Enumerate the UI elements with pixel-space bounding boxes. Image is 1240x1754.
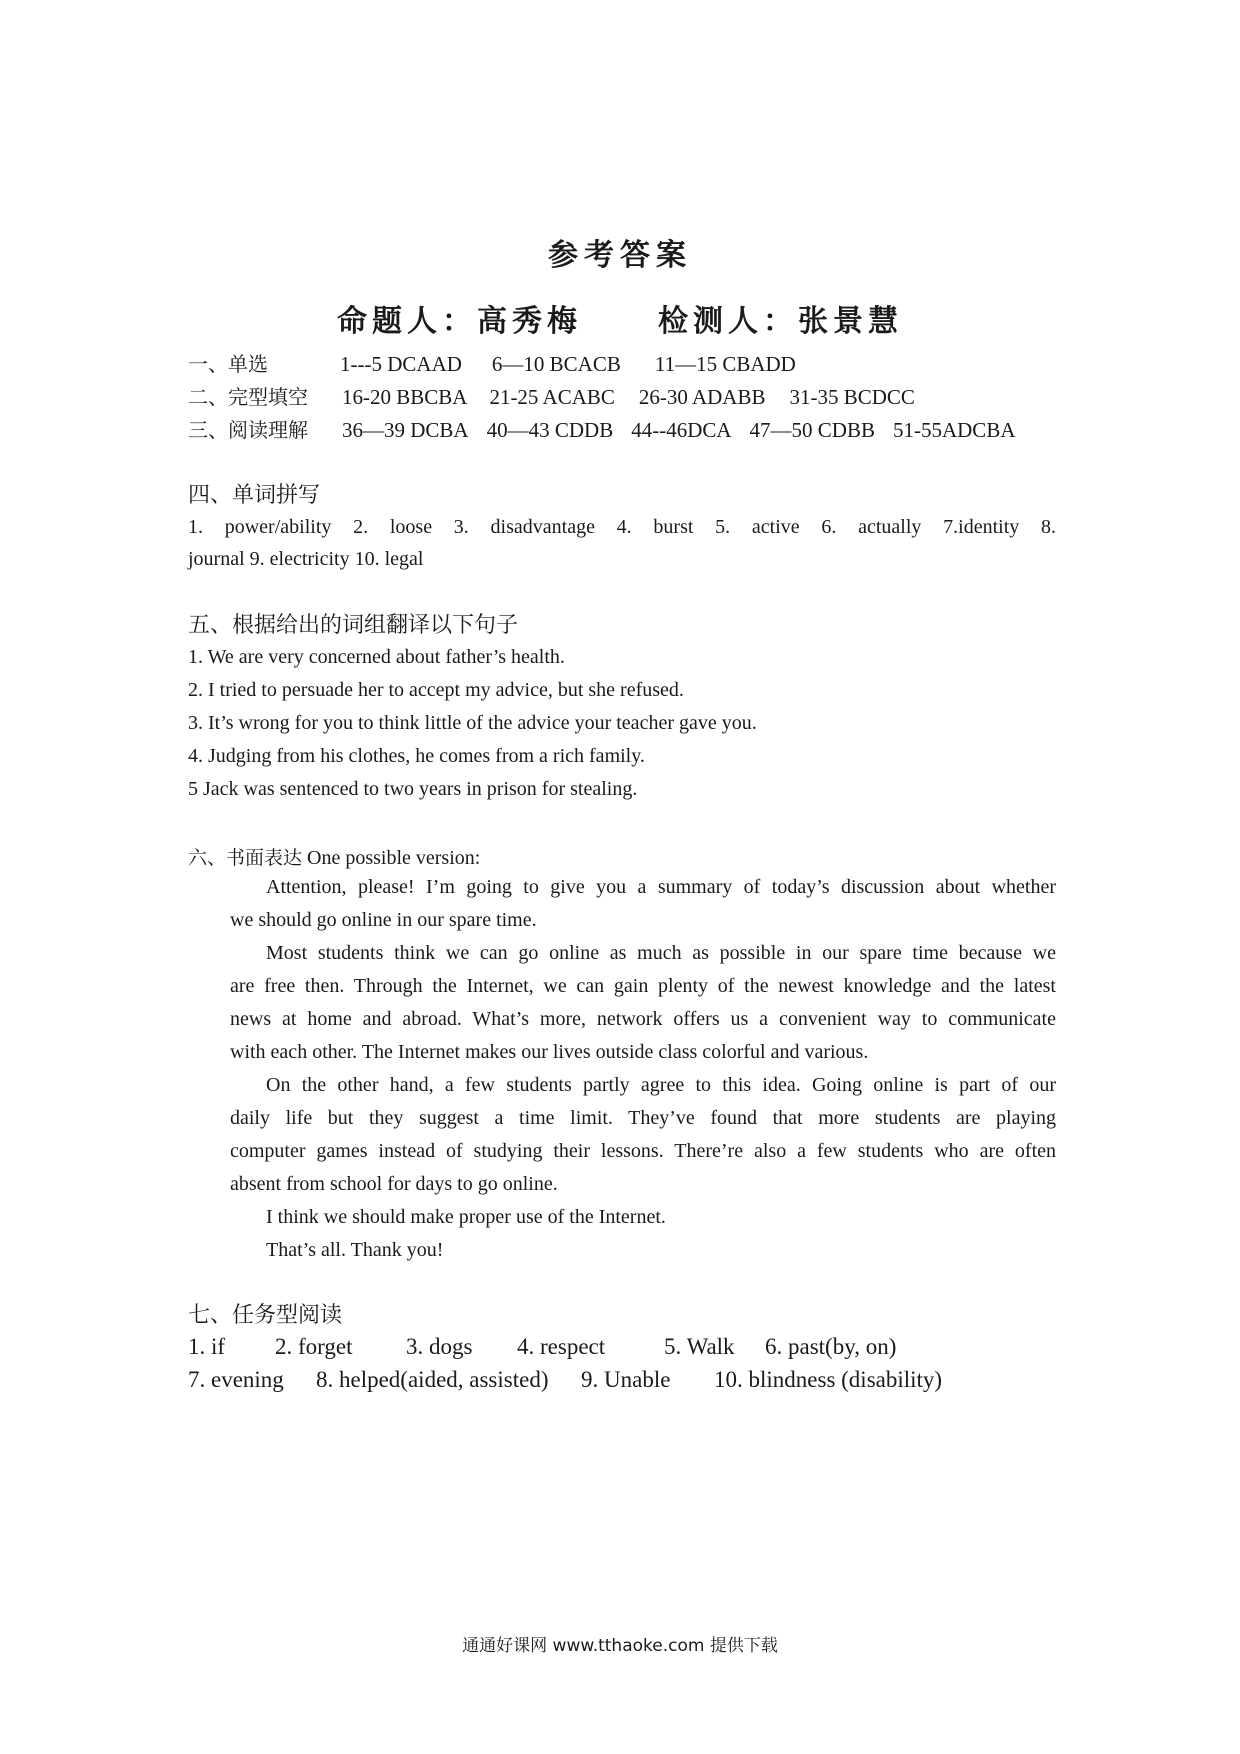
section-heading-task-reading: 七、任务型阅读 — [188, 1303, 343, 1328]
task-answer: 6. past(by, on) — [765, 1334, 897, 1359]
answer-group: 51-55ADCBA — [892, 418, 1016, 442]
task-answer: 8. helped(aided, assisted) — [316, 1367, 549, 1392]
section-label: 三、阅读理解 — [188, 418, 308, 442]
section-label: 一、单选 — [188, 352, 268, 376]
essay-line: On the other hand, a few students partly agree to this idea. Going online is part of our — [266, 1074, 1056, 1096]
answer-group: 16-20 BBCBA — [342, 385, 468, 409]
answer-group: 1---5 DCAAD — [340, 352, 462, 376]
task-answer: 2. forget — [275, 1334, 353, 1359]
writing-heading-en: One possible version: — [302, 847, 481, 869]
section-heading-translation: 五、根据给出的词组翻译以下句子 — [188, 613, 519, 638]
setter-name: 命题人：高秀梅 — [337, 304, 582, 339]
answer-group: 6—10 BCACB — [491, 352, 621, 376]
answer-group: 21-25 ACABC — [489, 385, 615, 409]
translation-line: 5 Jack was sentenced to two years in prison for stealing. — [188, 778, 638, 800]
answer-group: 40—43 CDDB — [486, 418, 614, 442]
essay-line: with each other. The Internet makes our lives outside class colorful and various. — [230, 1041, 869, 1063]
translation-line: 3. It’s wrong for you to think little of the advice your teacher gave you. — [188, 712, 757, 734]
task-answer: 1. if — [188, 1334, 226, 1359]
task-answer: 4. respect — [517, 1334, 606, 1359]
essay-line: daily life but they suggest a time limit. They’ve found that more students are playing — [230, 1107, 1056, 1129]
page-title: 参考答案 — [548, 238, 692, 273]
translation-line: 1. We are very concerned about father’s health. — [188, 646, 565, 668]
essay-line: absent from school for days to go online. — [230, 1173, 558, 1195]
task-reading-row — [188, 1334, 896, 1360]
section-label: 二、完型填空 — [188, 385, 308, 409]
task-answer: 3. dogs — [406, 1334, 473, 1359]
essay-line: Most students think we can go online as much as possible in our spare time because we — [266, 942, 1056, 964]
checker-name: 检测人：张景慧 — [658, 304, 903, 339]
spelling-answers-line: journal 9. electricity 10. legal — [188, 548, 424, 570]
section-single-choice — [188, 348, 828, 377]
footer-source: 通通好课网 www.tthaoke.com 提供下载 — [462, 1636, 778, 1656]
section-cloze — [188, 381, 947, 410]
section-heading-spelling: 四、单词拼写 — [188, 483, 321, 508]
spelling-answers-line: 1. power/ability 2. loose 3. disadvantage 4. burst 5. active 6. actually 7.identity 8. — [188, 516, 1056, 538]
answer-group: 31-35 BCDCC — [789, 385, 915, 409]
answer-group: 44--46DCA — [631, 418, 732, 442]
writing-heading-cn: 六、书面表达 — [188, 847, 303, 869]
section-heading-writing — [188, 843, 480, 870]
essay-line: news at home and abroad. What’s more, network offers us a convenient way to communicate — [230, 1008, 1056, 1030]
essay-line: I think we should make proper use of the Internet. — [266, 1206, 666, 1228]
translation-line: 2. I tried to persuade her to accept my advice, but she refused. — [188, 679, 684, 701]
translation-line: 4. Judging from his clothes, he comes from a rich family. — [188, 745, 645, 767]
answer-group: 26-30 ADABB — [638, 385, 766, 409]
section-reading — [188, 414, 1016, 443]
task-answer: 10. blindness (disability) — [714, 1367, 943, 1392]
answer-group: 36—39 DCBA — [342, 418, 469, 442]
task-answer: 7. evening — [188, 1367, 284, 1392]
task-answer: 5. Walk — [664, 1334, 735, 1359]
task-answer: 9. Unable — [581, 1367, 671, 1392]
essay-line: are free then. Through the Internet, we can gain plenty of the newest knowledge and the latest — [230, 975, 1056, 997]
answer-group: 47—50 CDBB — [749, 418, 875, 442]
authors-line — [0, 296, 1240, 340]
essay-line: we should go online in our spare time. — [230, 909, 537, 931]
essay-line: Attention, please! I’m going to give you a summary of today’s discussion about whether — [266, 876, 1056, 898]
essay-line: computer games instead of studying their lessons. There’re also a few students who are often — [230, 1140, 1056, 1162]
answer-group: 11—15 CBADD — [654, 352, 796, 376]
task-reading-row — [188, 1367, 942, 1393]
essay-line: That’s all. Thank you! — [266, 1239, 444, 1261]
